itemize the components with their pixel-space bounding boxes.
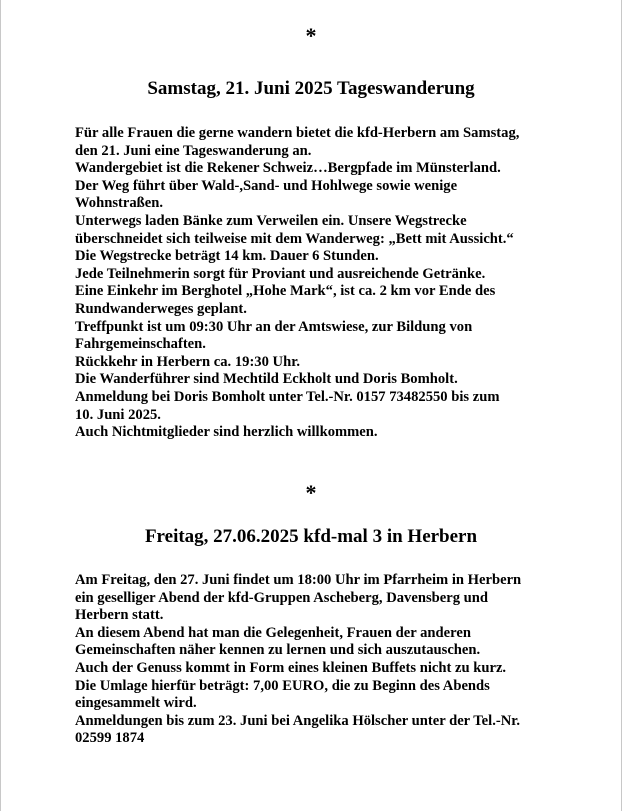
section1-line: 10. Juni 2025. [75, 406, 161, 423]
section1-line: überschneidet sich teilweise mit dem Wanderweg: „Bett mit Aussicht.“ [75, 230, 514, 247]
section1-line: Unterwegs laden Bänke zum Verweilen ein. Unsere Wegstrecke [75, 212, 467, 229]
section2-line: eingesammelt wird. [75, 695, 197, 712]
section2-star-divider: * [305, 480, 317, 505]
section1-line: Die Wanderführer sind Mechtild Eckholt und Doris Bomholt. [75, 371, 458, 388]
section1-line: Eine Einkehr im Berghotel „Hohe Mark“, ist ca. 2 km vor Ende des [75, 283, 496, 300]
section1-line: Treffpunkt ist um 09:30 Uhr an der Amtswiese, zur Bildung von [75, 318, 473, 335]
section2-line: Auch der Genuss kommt in Form eines kleinen Buffets nicht zu kurz. [75, 659, 507, 676]
section2-body [75, 572, 555, 748]
section2-line: Die Umlage hierfür beträgt: 7,00 EURO, die zu Beginn des Abends [75, 677, 490, 694]
section1-line: Wandergebiet ist die Rekener Schweiz…Bergpfade im Münsterland. [75, 160, 501, 177]
section1-line: Die Wegstrecke beträgt 14 km. Dauer 6 Stunden. [75, 248, 379, 265]
section2-title: Freitag, 27.06.2025 kfd-mal 3 in Herbern [144, 526, 478, 547]
page-border-left [0, 0, 1, 811]
section1-line: Fahrgemeinschaften. [75, 336, 206, 353]
section1-line: Rückkehr in Herbern ca. 19:30 Uhr. [75, 353, 300, 370]
section1-line: Rundwanderweges geplant. [75, 300, 247, 317]
section2-line: Anmeldungen bis zum 23. Juni bei Angelika Hölscher unter der Tel.-Nr. [75, 712, 521, 729]
section2-line: 02599 1874 [75, 730, 145, 747]
section2-line: Gemeinschaften näher kennen zu lernen und sich auszutauschen. [75, 642, 481, 659]
section2-line: An diesem Abend hat man die Gelegenheit, Frauen der anderen [75, 624, 471, 641]
section1-line: Anmeldung bei Doris Bomholt unter Tel.-Nr. 0157 73482550 bis zum [75, 388, 500, 405]
section1-line: den 21. Juni eine Tageswanderung an. [75, 142, 312, 159]
section1-line: Auch Nichtmitglieder sind herzlich willkommen. [75, 424, 378, 441]
section1-line: Jede Teilnehmerin sorgt für Proviant und ausreichende Getränke. [75, 265, 486, 282]
section2-line: ein geselliger Abend der kfd-Gruppen Ascheberg, Davensberg und [75, 589, 488, 606]
section1-star-divider: * [305, 23, 317, 48]
section2-line: Am Freitag, den 27. Juni findet um 18:00 Uhr im Pfarrheim in Herbern [75, 572, 522, 588]
section2-line: Herbern statt. [75, 607, 164, 624]
section1-title: Samstag, 21. Juni 2025 Tageswanderung [147, 78, 475, 99]
section1-line: Der Weg führt über Wald-,Sand- und Hohlwege sowie wenige [75, 177, 458, 194]
section1-line: Für alle Frauen die gerne wandern bietet die kfd-Herbern am Samstag, [75, 125, 520, 141]
section1-line: Wohnstraßen. [75, 195, 163, 212]
section1-body [75, 125, 555, 442]
